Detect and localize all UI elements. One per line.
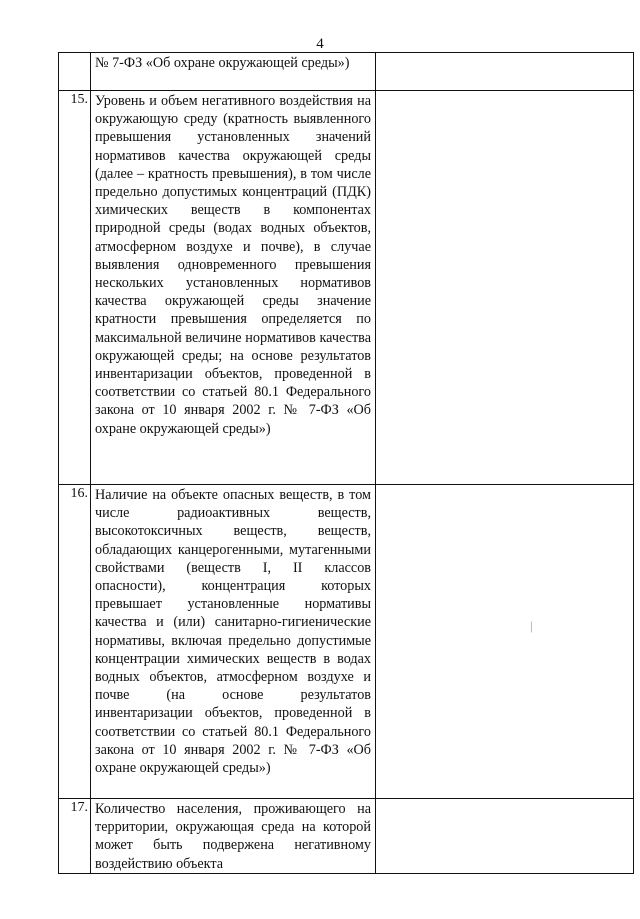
table-row [59,485,634,799]
criteria-table [58,52,634,874]
row-number [59,53,91,91]
row-criterion-text [91,799,376,874]
row-criterion-text [91,485,376,799]
table-row [59,53,634,91]
row-value-cell [376,53,634,91]
row-number: 17. [59,799,91,874]
row-number: 15. [59,91,91,485]
table-row [59,91,634,485]
criterion-text: № 7-ФЗ «Об охране окружающей среды») [95,55,350,71]
criterion-text: Наличие на объекте опасных веществ, в том числе радиоактивных веществ, высокотоксичных веществ, веществ, обладающих канцерогенными, мутагенными свойствами (веществ I, II классов опасности), концентрация которых превышает установленные нормативы качества и (или) санитарно-гигиенические нормативы, включая предельно допустимые концентрации химических веществ в водах водных объектов, атмосферном воздухе и почве (на основе результатов инвентаризации объектов, проведенной в соответствии со статьей 80.1 Федерального закона от 10 января 2002 г. № 7-ФЗ «Об охране окружающей среды») [95,487,371,777]
page-number: 4 [316,36,324,52]
row-value-cell [376,91,634,485]
row-number: 16. [59,485,91,799]
table-row [59,799,634,874]
row-value-cell [376,485,634,799]
row-value-cell [376,799,634,874]
criterion-text: Количество населения, проживающего на территории, окружающая среда на которой может быть подвержена негативному воздействию объекта [95,801,371,872]
row-criterion-text [91,53,376,91]
scan-mark: | [530,618,533,633]
row-criterion-text [91,91,376,485]
criterion-text: Уровень и объем негативного воздействия на окружающую среду (кратность выявленного превышения установленных значений нормативов качества окружающей среды (далее – кратность превышения), в том числе предельно допустимых концентраций (ПДК) химических веществ в компонентах природной среды (водах водных объектов, атмосферном воздухе и почве), в случае выявления одновременного превышения нескольких установленных нормативов качества окружающей среды значение кратности превышения определяется по максимальной величине нормативов качества окружающей среды; на основе результатов инвентаризации объектов, проведенной в соответствии со статьей 80.1 Федерального закона от 10 января 2002 г. № 7-ФЗ «Об охране окружающей среды») [95,93,371,437]
